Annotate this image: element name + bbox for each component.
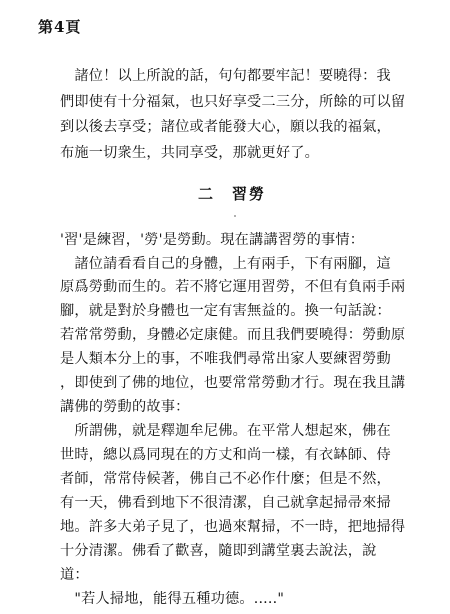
section-title: 二 習勞 bbox=[197, 185, 266, 203]
body-line-15: 道： bbox=[60, 567, 89, 583]
body-line-3: 原爲勞動而生的。若不將它運用習勞，不但有負兩手兩 bbox=[60, 279, 406, 295]
body-line-14: 十分清潔。佛看了歡喜，隨即到講堂裏去說法，說 bbox=[60, 543, 377, 559]
page-number: 第4頁 bbox=[38, 18, 82, 36]
intro-line-1: 諸位！以上所說的話，句句都要牢記！要曉得：我 bbox=[60, 68, 391, 84]
body-line-13: 地。許多大弟子見了，也過來幫掃，不一時，把地掃得 bbox=[60, 519, 406, 535]
body-line-10: 世時，總以爲同現在的方丈和尚一樣，有衣缽師、侍 bbox=[60, 447, 391, 463]
intro-line-2: 們即使有十分福氣，也只好享受二三分，所餘的可以留 bbox=[60, 94, 406, 110]
body-line-8: 講佛的勞動的故事： bbox=[60, 399, 190, 415]
body-line-7: ，即使到了佛的地位，也要常常勞動才行。現在我且講 bbox=[60, 375, 406, 391]
decorative-dot bbox=[234, 215, 236, 217]
body-line-11: 者師，常常侍候著，佛自己不必作什麼；但是不然， bbox=[60, 471, 391, 487]
intro-line-3: 到以後去享受；諸位或者能發大心，願以我的福氣， bbox=[60, 119, 391, 135]
body-line-2: 諸位請看看自己的身體，上有兩手，下有兩腳，這 bbox=[60, 256, 391, 272]
body-line-9: 所謂佛，就是釋迦牟尼佛。在平常人想起來，佛在 bbox=[60, 423, 391, 439]
body-line-6: 是人類本分上的事，不唯我們尋常出家人要練習勞動 bbox=[60, 351, 391, 367]
body-line-1: '習'是練習，'勞'是勞動。現在講講習勞的事情： bbox=[60, 232, 365, 248]
body-line-4: 腳，就是對於身體也一定有害無益的。換一句話說： bbox=[60, 303, 391, 319]
intro-line-4: 布施一切衆生，共同享受，那就更好了。 bbox=[60, 145, 319, 161]
body-line-16: "若人掃地，能得五種功德。....." bbox=[60, 591, 285, 607]
body-line-12: 有一天，佛看到地下不很清潔，自己就拿起掃帚來掃 bbox=[60, 495, 391, 511]
body-line-5: 若常常勞動，身體必定康健。而且我們要曉得：勞動原 bbox=[60, 327, 406, 343]
